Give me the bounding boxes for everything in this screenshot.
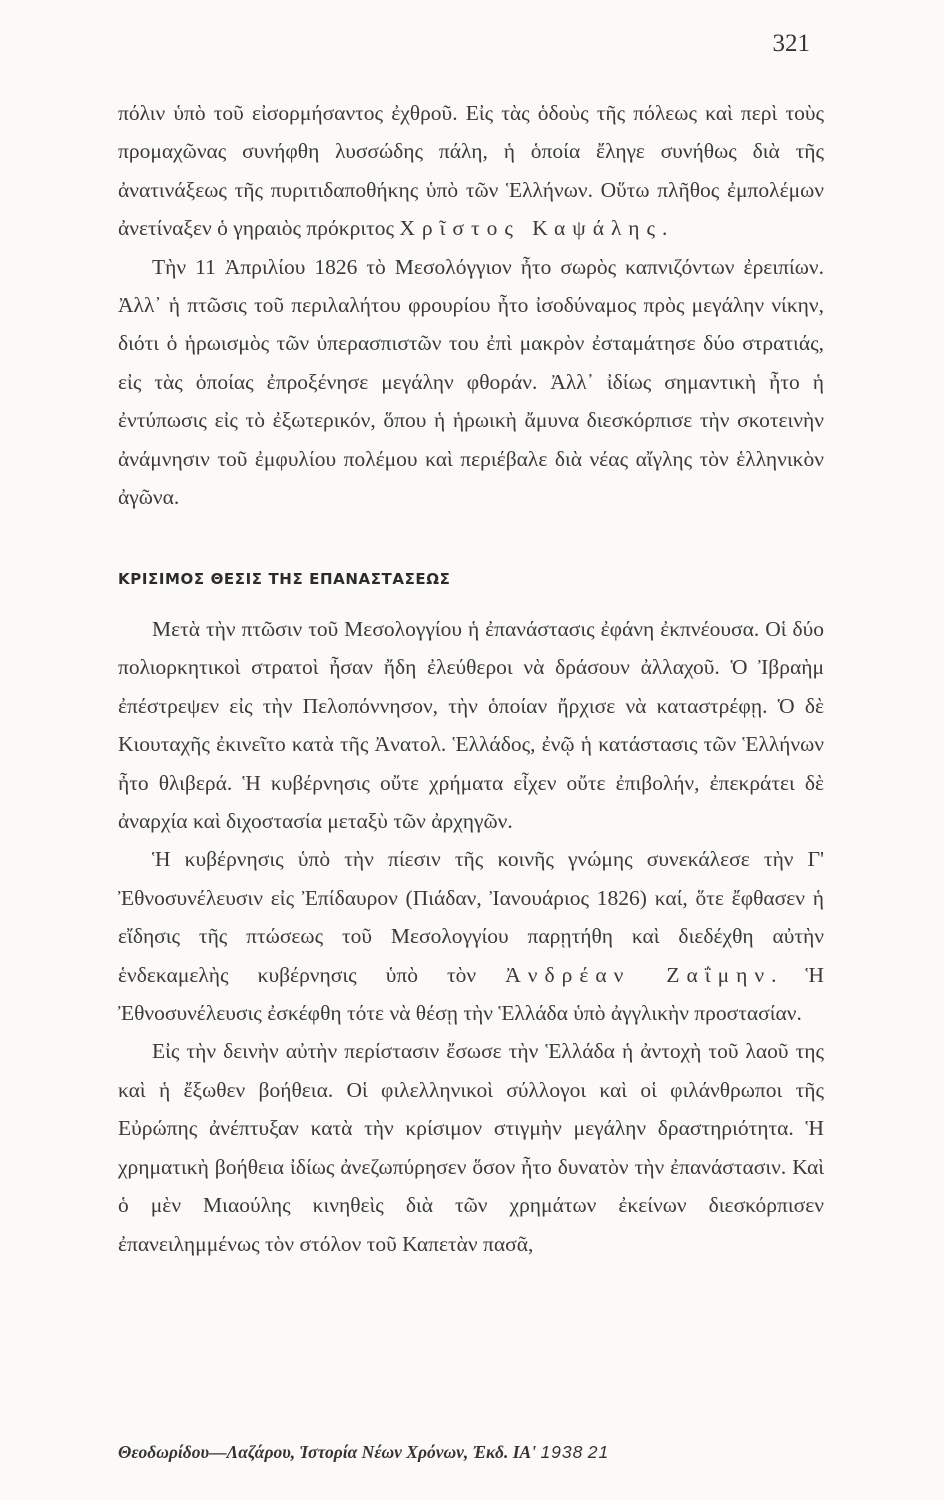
- footer-page: 21: [587, 1442, 610, 1462]
- source-footer: [118, 1442, 824, 1463]
- text-block-top: [118, 94, 824, 516]
- section-heading: ΚΡΙΣΙΜΟΣ ΘΕΣΙΣ ΤΗΣ ΕΠΑΝΑΣΤΑΣΕΩΣ: [118, 570, 451, 588]
- text-block-bottom: [118, 610, 824, 1263]
- paragraph: πόλιν ὑπὸ τοῦ εἰσορμήσαντος ἐχθροῦ. Εἰς τὰς ὁδοὺς τῆς πόλεως καὶ περὶ τοὺς προμαχῶνας συνήφθη λυσσώδης πάλη, ἡ ὁποία ἔληγε συνήθως διὰ τῆς ἀνατινάξεως τῆς πυριτιδαποθήκης ὑπὸ τῶν Ἑλλήνων. Οὕτω πλῆθος ἐμπολέμων ἀνετίναξεν ὁ γηραιὸς πρόκριτος Χρῖστος Καψάλης.: [118, 101, 824, 241]
- paragraph: Μετὰ τὴν πτῶσιν τοῦ Μεσολογγίου ἡ ἐπανάστασις ἐφάνη ἐκπνέουσα. Οἱ δύο πολιορκητικοὶ στρατοὶ ἦσαν ἤδη ἐλεύθεροι νὰ δράσουν ἀλλαχοῦ. Ὁ Ἰβραὴμ ἐπέστρεψεν εἰς τὴν Πελοπόννησον, τὴν ὁποίαν ἤρχισε νὰ καταστρέφῃ. Ὁ δὲ Κιουταχῆς ἐκινεῖτο κατὰ τῆς Ἀνατολ. Ἑλλάδος, ἐνῷ ἡ κατάστασις τῶν Ἑλλήνων ἦτο θλιβερά. Ἡ κυβέρνησις οὔτε χρήματα εἶχεν οὔτε ἐπιβολήν, ἐπεκράτει δὲ ἀναρχία καὶ διχοστασία μεταξὺ τῶν ἀρχηγῶν.: [118, 617, 824, 834]
- spaced-name: Ἀνδρέαν Ζαΐμην: [505, 962, 772, 987]
- footer-source: Θεοδωρίδου—Λαζάρου, Ἱστορία Νέων Χρόνων, Ἐκδ. ΙΑ': [118, 1442, 537, 1462]
- paragraph: Ἡ κυβέρνησις ὑπὸ τὴν πίεσιν τῆς κοινῆς γνώμης συνεκάλεσε τὴν Γ' Ἐθνοσυνέλευσιν εἰς Ἐπίδαυρον (Πιάδαν, Ἰανουάριος 1826) καί, ὅτε ἔφθασεν ἡ εἴδησις τῆς πτώσεως τοῦ Μεσολογγίου παρῃτήθη καὶ διεδέχθη αὐτὴν ἑνδεκαμελὴς κυβέρνησις ὑπὸ τὸν Ἀνδρέαν Ζαΐμην. Ἡ Ἐθνοσυνέλευσις ἐσκέφθη τότε νὰ θέσῃ τὴν Ἑλλάδα ὑπὸ ἀγγλικὴν προστασίαν.: [118, 847, 825, 1026]
- footer-year: 1938: [540, 1442, 584, 1462]
- page-number: 321: [772, 30, 810, 57]
- spaced-name: Χρῖστος Καψάλης: [399, 216, 663, 241]
- paragraph: Εἰς τὴν δεινὴν αὐτὴν περίστασιν ἔσωσε τὴν Ἑλλάδα ἡ ἀντοχὴ τοῦ λαοῦ της καὶ ἡ ἔξωθεν βοήθεια. Οἱ φιλελληνικοὶ σύλλογοι καὶ οἱ φιλάνθρωποι τῆς Εὐρώπης ἀνέπτυξαν κατὰ τὴν κρίσιμον στιγμὴν μεγάλην δραστηριότητα. Ἡ χρηματικὴ βοήθεια ἰδίως ἀνεζωπύρησεν ὅσον ἦτο δυνατὸν τὴν ἐπανάστασιν. Καὶ ὁ μὲν Μιαούλης κινηθεὶς διὰ τῶν χρημάτων ἐκείνων διεσκόρπισεν ἐπανειλημμένως τὸν στόλον τοῦ Καπετὰν πασᾶ,: [118, 1039, 824, 1256]
- paragraph: Τὴν 11 Ἀπριλίου 1826 τὸ Μεσολόγγιον ἦτο σωρὸς καπνιζόντων ἐρειπίων. Ἀλλ᾿ ἡ πτῶσις τοῦ περιλαλήτου φρουρίου ἦτο ἰσοδύναμος πρὸς μεγάλην νίκην, διότι ὁ ἡρωισμὸς τῶν ὑπερασπιστῶν του ἐπὶ μακρὸν ἐσταμάτησε δύο στρατιάς, εἰς τὰς ὁποίας ἐπροξένησε μεγάλην φθοράν. Ἀλλ᾿ ἰδίως σημαντικὴ ἦτο ἡ ἐντύπωσις εἰς τὸ ἐξωτερικόν, ὅπου ἡ ἡρωικὴ ἄμυνα διεσκόρπισε τὴν σκοτεινὴν ἀνάμνησιν τοῦ ἐμφυλίου πολέμου καὶ περιέβαλε διὰ νέας αἴγλης τὸν ἑλληνικὸν ἀγῶνα.: [118, 254, 824, 510]
